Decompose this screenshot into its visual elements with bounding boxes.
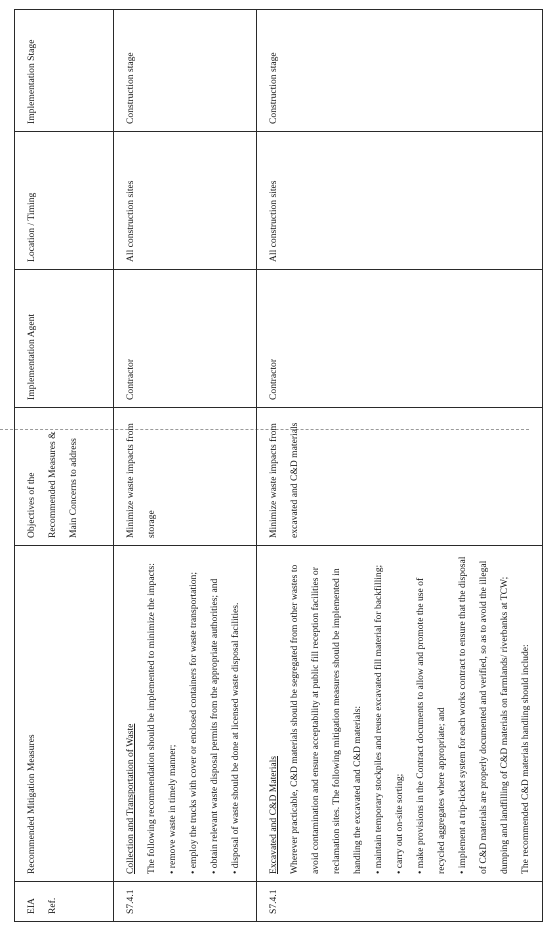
cell-location: All construction sites [257,132,543,270]
header-location: Location / Timing [15,132,114,270]
measure-bullet: • obtain relevant waste disposal permits from the appropriate authorities; and [209,578,220,874]
measure-title: Collection and Transportation of Waste [125,723,136,874]
mitigation-measures-table [14,9,543,922]
cell-eia-ref: S7.4.1 [114,882,257,922]
measure-bullet: • make provisions in the Contract documents to allow and promote the use of recycled aggregates where appropriate; and [415,577,447,874]
cell-stage: Construction stage [257,10,543,132]
header-objectives: Objectives of the Recommended Measures & Main Concerns to address [15,408,114,546]
measure-closing: The recommended C&D materials handling should include: [520,644,531,874]
measure-intro: Wherever practicable, C&D materials should be segregated from other wastes to avoid contamination and ensure acceptability at public fill reception facilities or reclamation sites. The following mitigation measures should be implemented in handling the excavated and C&D materials: [289,564,363,874]
measure-bullet: • disposal of waste should be done at licensed waste disposal facilities. [230,602,241,874]
measure-bullet: • remove waste in timely manner; [167,744,178,874]
table-header-row [15,10,114,922]
header-measures: Recommended Mitigation Measures [15,546,114,882]
header-eia-ref: EIA Ref. [15,882,114,922]
cell-measures [257,546,543,882]
measure-intro: The following recommendation should be implemented to minimize the impacts: [146,563,157,874]
header-agent: Implementation Agent [15,270,114,408]
cell-stage: Construction stage [114,10,257,132]
cell-objectives: Minimize waste impacts from excavated and C&D materials [257,408,543,546]
measure-bullet: • maintain temporary stockpiles and reuse excavated fill material for backfilling; [373,564,384,874]
measure-bullet: • carry out on-site sorting; [394,773,405,874]
cell-objectives: Minimize waste impacts from storage [114,408,257,546]
measure-bullet: • employ the trucks with cover or enclosed containers for waste transportation; [188,571,199,874]
table-row [257,10,543,922]
measure-bullet: • implement a trip-ticket system for each works contract to ensure that the disposal of C&D materials are properly documented and verified, so as to avoid the illegal dumping and landfilling of C&D materials on farmlands/ riverbanks at TCW; [457,556,510,874]
cell-location: All construction sites [114,132,257,270]
table-row [114,10,257,922]
measure-title: Excavated and C&D Materials [268,755,279,874]
cell-agent: Contractor [257,270,543,408]
cell-measures [114,546,257,882]
cell-eia-ref: S7.4.1 [257,882,543,922]
cell-agent: Contractor [114,270,257,408]
header-stage: Implementation Stage [15,10,114,132]
